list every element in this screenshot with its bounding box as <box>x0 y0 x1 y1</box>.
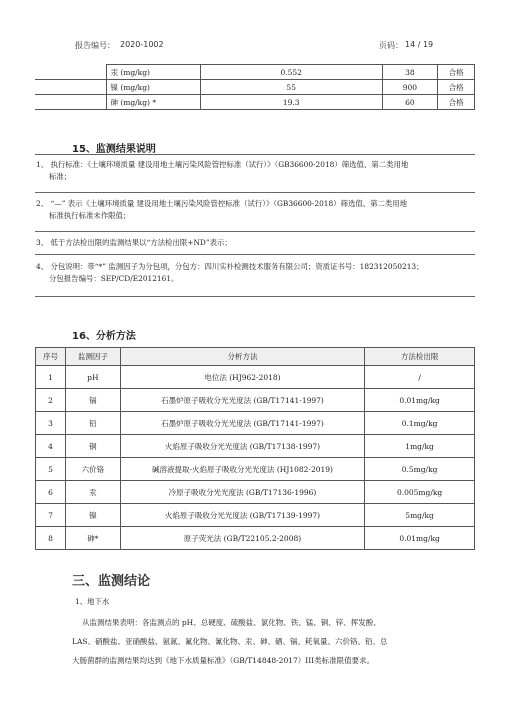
row-limit: 5mg/kg <box>365 504 475 527</box>
conclusion-line: 大肠菌群的监测结果均达到《地下水质量标准》（GB/T14848-2017）III类标准限值要求。 <box>72 656 375 665</box>
table-row <box>36 435 475 458</box>
header-factor: 监测因子 <box>65 348 120 366</box>
row-limit: 0.5mg/kg <box>365 458 475 481</box>
report-number: 2020-1002 <box>120 40 164 49</box>
row-method: 碱溶液提取-火焰原子吸收分光光度法 (HJ1082-2019) <box>120 458 364 481</box>
row-no: 8 <box>36 527 66 550</box>
note-2 <box>36 198 474 222</box>
note-line: 标准； <box>49 172 72 181</box>
header-limit: 方法检出限 <box>365 348 475 366</box>
conclusion-title: 三、监测结论 <box>72 574 151 589</box>
factor-cell: 砷 (mg/kg) * <box>107 95 200 110</box>
row-method: 火焰原子吸收分光光度法 (GB/T17139-1997) <box>120 504 364 527</box>
row-no: 4 <box>36 435 66 458</box>
row-limit: 1mg/kg <box>365 435 475 458</box>
note-1 <box>36 159 474 183</box>
result-cell: 0.552 <box>200 65 382 80</box>
header-no: 序号 <box>36 348 66 366</box>
result-cell: 19.3 <box>200 95 382 110</box>
section-16-title: 16、分析方法 <box>72 331 136 342</box>
verdict-cell: 合格 <box>438 80 475 95</box>
row-method: 冷原子吸收分光光度法 (GB/T17136-1996) <box>120 481 364 504</box>
limit-cell: 38 <box>382 65 437 80</box>
table-header-row <box>36 348 475 366</box>
row-factor: 汞 <box>65 481 120 504</box>
divider <box>35 192 475 193</box>
divider <box>35 296 475 297</box>
row-factor: 铅 <box>65 412 120 435</box>
table-row <box>35 80 475 95</box>
conclusion-line: 从监测结果表明：各监测点的 pH、总硬度、硫酸盐、氯化物、铁、锰、铜、锌、挥发酚、 <box>82 618 381 627</box>
report-number-label: 报告编号： <box>75 41 115 50</box>
row-method: 原子荧光法 (GB/T22105.2-2008) <box>120 527 364 550</box>
conclusion-body <box>38 613 478 670</box>
row-no: 5 <box>36 458 66 481</box>
page-label: 页码： <box>379 41 403 50</box>
divider <box>35 254 475 255</box>
row-limit: 0.01mg/kg <box>365 389 475 412</box>
row-factor: pH <box>65 366 120 389</box>
table-row <box>36 527 475 550</box>
header-method: 分析方法 <box>120 348 364 366</box>
note-line: 标准执行标准未作限值； <box>49 211 131 220</box>
row-factor: 镉 <box>65 389 120 412</box>
page-number: 14 / 19 <box>405 40 434 49</box>
row-limit: / <box>365 366 475 389</box>
note-line: 分包报告编号：SEP/CD/E2012161。 <box>49 274 179 283</box>
verdict-cell: 合格 <box>438 65 475 80</box>
verdict-cell: 合格 <box>438 95 475 110</box>
factor-cell: 镍 (mg/kg) <box>107 80 200 95</box>
row-method: 石墨炉原子吸收分光光度法 (GB/T17141-1997) <box>120 412 364 435</box>
row-factor: 铜 <box>65 435 120 458</box>
row-limit: 0.1mg/kg <box>365 412 475 435</box>
row-factor: 六价铬 <box>65 458 120 481</box>
row-limit: 0.005mg/kg <box>365 481 475 504</box>
row-method: 火焰原子吸收分光光度法 (GB/T17138-1997) <box>120 435 364 458</box>
table-row <box>36 458 475 481</box>
note-3 <box>36 237 474 249</box>
row-factor: 镍 <box>65 504 120 527</box>
row-no: 2 <box>36 389 66 412</box>
row-method: 电位法 (HJ962-2018) <box>120 366 364 389</box>
note-line: 2、 “—” 表示《土壤环境质量 建设用地土壤污染风险管控标准（试行）》（GB36600-2018）筛选值、第二类用地 <box>36 199 408 208</box>
table-row <box>36 481 475 504</box>
row-no: 3 <box>36 412 66 435</box>
row-method: 石墨炉原子吸收分光光度法 (GB/T17141-1997) <box>120 389 364 412</box>
divider <box>35 154 475 155</box>
table-row <box>36 389 475 412</box>
row-factor: 砷* <box>65 527 120 550</box>
row-no: 6 <box>36 481 66 504</box>
row-limit: 0.01mg/kg <box>365 527 475 550</box>
table-row <box>36 412 475 435</box>
table-row <box>36 366 475 389</box>
table-row <box>36 504 475 527</box>
row-no: 1 <box>36 366 66 389</box>
limit-cell: 60 <box>382 95 437 110</box>
note-line: 4、 分包说明：带“*” 监测因子为分包项，分包方：四川实朴检测技术服务有限公司；资质证书号：182312050213； <box>36 262 424 271</box>
note-line: 1、 执行标准：《土壤环境质量 建设用地土壤污染风险管控标准（试行）》（GB36600-2018）筛选值、第二类用地 <box>36 160 409 169</box>
results-table <box>35 64 475 110</box>
note-4 <box>36 261 474 285</box>
section-15-title: 15、监测结果说明 <box>72 144 156 155</box>
factor-cell: 汞 (mg/kg) <box>107 65 200 80</box>
table-row <box>35 65 475 80</box>
conclusion-line: LAS、硝酸盐、亚硝酸盐、氨氮、氟化物、氰化物、汞、砷、硒、镉、耗氧量、六价铬、铅、总 <box>72 637 388 646</box>
note-line: 3、 低于方法检出限的监测结果以“方法检出限+ND”表示； <box>36 238 232 247</box>
conclusion-subtitle: 1、地下水 <box>75 597 110 606</box>
table-row <box>35 95 475 110</box>
result-cell: 55 <box>200 80 382 95</box>
limit-cell: 900 <box>382 80 437 95</box>
divider <box>35 231 475 232</box>
methods-table <box>35 347 475 550</box>
row-no: 7 <box>36 504 66 527</box>
